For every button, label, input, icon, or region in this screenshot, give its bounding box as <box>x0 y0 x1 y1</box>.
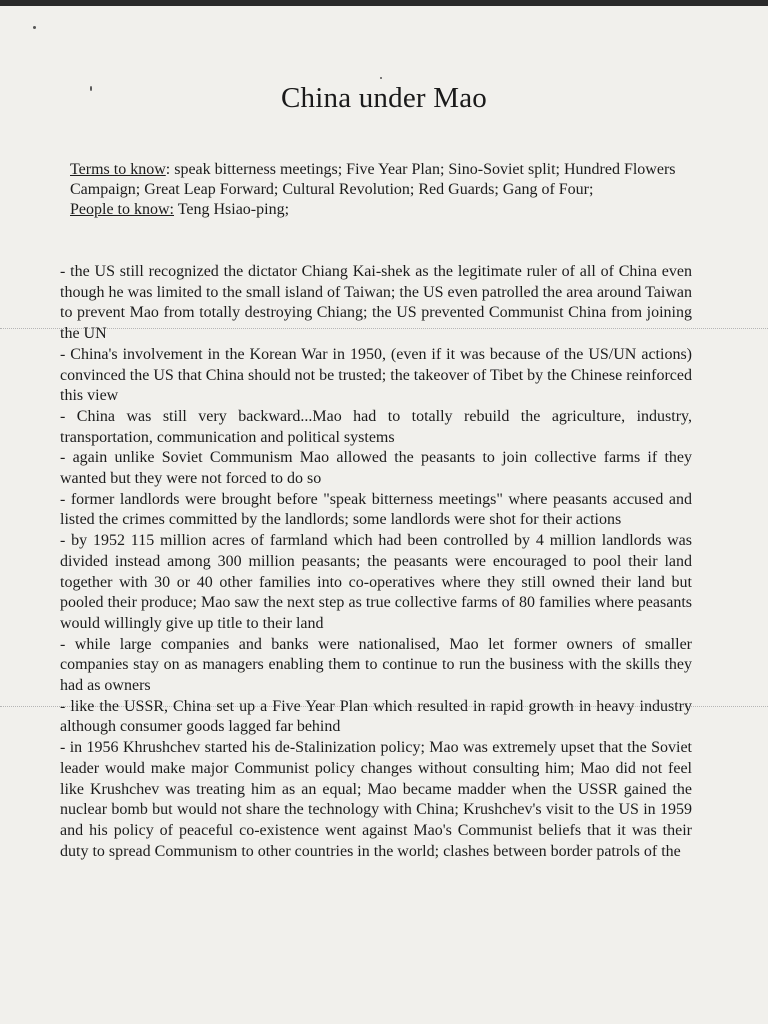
bullet-item: - the US still recognized the dictator Chiang Kai-shek as the legitimate ruler of all of China even though he was limited to the small island of Taiwan; the US even patrolled the area around Taiwan to prevent Mao from totally destroying Chiang; the US prevented Communist China from joining the UN <box>60 263 692 343</box>
people-label: People to know: <box>70 201 174 218</box>
people-text: Teng Hsiao-ping; <box>174 201 290 218</box>
bullet-item: - by 1952 115 million acres of farmland which had been controlled by 4 million landlords was divided instead among 300 million peasants; the peasants were encouraged to pool their land together with 30 or 40 other families into co-operatives where they still owned their land but pooled their produce; Mao saw the next step as true collective farms of 80 families where peasants would willingly give up title to their land <box>60 532 692 632</box>
bullet-item: - like the USSR, China set up a Five Year Plan which resulted in rapid growth in heavy industry although consumer goods lagged far behind <box>60 697 692 736</box>
bullet-item: - China was still very backward...Mao had to totally rebuild the agriculture, industry, transportation, communication and political systems <box>60 407 692 446</box>
bullet-item: - while large companies and banks were nationalised, Mao let former owners of smaller companies stay on as managers enabling them to continue to run the business with the skills they had as owners <box>60 635 692 695</box>
bullet-item: - again unlike Soviet Communism Mao allowed the peasants to join collective farms if they wanted but they were not forced to do so <box>60 449 692 488</box>
bullet-item: - in 1956 Khrushchev started his de-Stalinization policy; Mao was extremely upset that the Soviet leader would make major Communist policy changes without consulting him; Mao did not feel like Krushchev was treating him as an equal; Mao became madder when the USSR gained the nuclear bomb but would not share the technology with China; Krushchev's visit to the US in 1959 and his policy of peaceful co-existence went against Mao's Communist beliefs that it was their duty to spread Communism to other countries in the world; clashes between border patrols of the <box>60 739 692 860</box>
page-title: China under Mao <box>281 82 487 114</box>
terms-label: Terms to know <box>70 161 166 178</box>
bullet-item: - former landlords were brought before "speak bitterness meetings" where peasants accused and listed the crimes committed by the landlords; some landlords were shot for their actions <box>60 490 692 529</box>
people-paragraph <box>70 200 700 220</box>
intro-section <box>70 160 700 220</box>
terms-paragraph <box>70 160 700 200</box>
bullet-item: - China's involvement in the Korean War in 1950, (even if it was because of the US/UN actions) convinced the US that China should not be trusted; the takeover of Tibet by the Chinese reinforced this view <box>60 345 692 405</box>
terms-text: : speak bitterness meetings; Five Year Plan; Sino-Soviet split; Hundred Flowers Campaign; Great Leap Forward; Cultural Revolution; Red Guards; Gang of Four; <box>70 161 676 198</box>
bullet-list <box>60 262 692 862</box>
scan-speck <box>380 77 382 79</box>
scan-speck <box>33 26 36 29</box>
